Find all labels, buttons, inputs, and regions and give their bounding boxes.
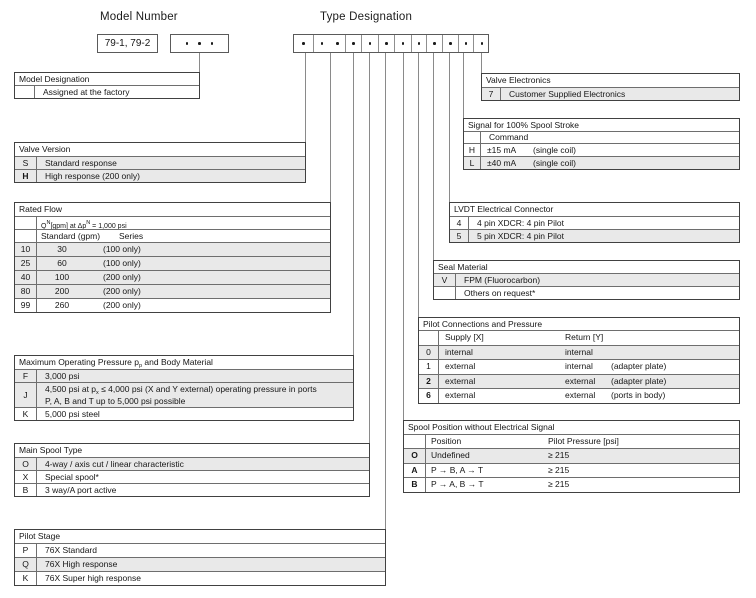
model-number-heading: Model Number [100,11,178,23]
connector-line [305,53,306,142]
series-cell: (200 only) [103,286,141,296]
dot-icon [211,42,214,45]
pressure-cell: ≥ 215 [548,479,570,489]
connector-line [433,53,434,260]
code-cell [434,287,456,299]
table-row [15,243,330,257]
table-row [15,484,369,496]
position-cell: Undefined [431,450,470,460]
type-designation-cell [395,35,412,52]
description-cell: 5,000 psi steel [45,409,100,419]
column-header: Pilot Pressure [psi] [548,436,619,446]
column-header: Series [119,231,144,241]
code-cell [15,217,37,229]
table-row [419,360,739,375]
return-cell: external [565,390,596,400]
column-header: Supply [X] [445,332,484,342]
dot-icon [336,42,339,45]
type-designation-cell [443,35,459,52]
dots-icon [186,42,214,45]
table-row [404,449,739,464]
code-cell: 1 [419,360,439,374]
code-cell: K [15,408,37,420]
column-header: Return [Y] [565,332,604,342]
max-pressure-table [14,355,354,421]
dot-icon [402,42,405,45]
note-cell [611,346,739,360]
dot-icon [321,42,324,45]
code-cell: B [404,478,426,492]
dot-icon [302,42,305,45]
table-row [15,370,353,383]
table-title: Pilot Connections and Pressure [419,318,739,331]
connector-line [353,53,354,355]
table-row [15,86,199,98]
type-designation-cell [474,35,490,52]
code-cell: 7 [482,88,501,100]
model-number-dots-box [170,34,229,53]
description-cell: 4 pin XDCR: 4 pin Pilot [477,218,564,228]
dot-icon [433,42,436,45]
flow-cell: 30 [57,244,67,254]
table-row [15,544,385,558]
series-cell: (100 only) [103,258,141,268]
code-cell: O [404,449,426,463]
dot-icon [369,42,372,45]
description-cell: 76X Standard [45,545,97,555]
table-row [15,458,369,471]
description-cell: 5 pin XDCR: 4 pin Pilot [477,231,564,241]
flow-cell: 260 [54,300,70,310]
connector-line [385,53,386,529]
table-row [15,285,330,299]
flow-cell: 60 [57,258,67,268]
code-cell: Q [15,558,37,571]
type-designation-heading: Type Designation [320,11,413,23]
valve-version-table [14,142,306,183]
type-designation-cell [427,35,443,52]
valve-electronics-table [481,73,740,101]
code-cell: A [404,464,426,478]
table-row [15,257,330,271]
table-row [450,217,739,230]
pressure-cell: ≥ 215 [548,464,570,475]
table-row [15,558,385,572]
pilot-stage-table [14,529,386,586]
code-cell: O [15,458,37,470]
type-designation-cell [412,35,427,52]
code-cell [404,435,426,448]
rated-flow-table [14,202,331,313]
connector-line [330,53,331,202]
table-row [15,157,305,170]
table-subheader [419,331,739,346]
table-title: Seal Material [434,261,739,274]
table-title: Valve Electronics [482,74,739,88]
value-cell: ±15 mA [487,145,517,155]
model-number-box: 79-1, 79-2 [97,34,158,53]
table-row [419,375,739,390]
note-cell: (single coil) [533,145,576,155]
table-row [15,271,330,285]
type-designation-cell [294,35,314,52]
code-cell: 5 [450,230,469,242]
seal-material-table [433,260,740,300]
connector-line [463,53,464,118]
code-cell: F [15,370,37,382]
code-cell [15,86,35,98]
table-row [482,88,739,100]
code-cell [419,331,439,345]
return-cell: internal [565,361,593,371]
signal-table [463,118,740,170]
dot-icon [481,42,484,45]
code-cell: 99 [15,299,37,312]
table-subheader [464,132,739,144]
type-designation-cell [459,35,474,52]
code-cell: X [15,471,37,483]
type-designation-cell [346,35,362,52]
code-cell: 10 [15,243,37,256]
dot-icon [352,42,355,45]
return-cell: external [565,375,596,386]
connector-line [369,53,370,443]
description-cell: 76X High response [45,559,118,569]
code-cell: V [434,274,456,286]
table-row [464,157,739,169]
code-cell: B [15,484,37,496]
description-cell: Special spool* [45,472,99,482]
pilot-connections-table [418,317,740,404]
connector-line [449,53,450,202]
code-cell [15,230,37,242]
table-row [15,383,353,408]
description-cell: 76X Super high response [45,573,141,583]
type-designation-cell [379,35,395,52]
table-row [434,274,739,287]
code-cell: H [15,170,37,182]
connector-line [403,53,404,420]
column-header: Standard (gpm) [41,231,101,241]
series-cell: (200 only) [103,300,141,310]
model-designation-table [14,72,200,99]
spool-position-table [403,420,740,493]
table-row [419,346,739,361]
code-cell: J [15,383,37,407]
description-cell: Standard response [45,158,117,168]
table-title: Signal for 100% Spool Stroke [464,119,739,132]
description-cell: Customer Supplied Electronics [509,89,626,99]
table-title: Model Designation [15,73,199,86]
series-cell: (100 only) [103,244,141,254]
table-row [450,230,739,242]
table-title: Pilot Stage [15,530,385,544]
code-cell: 2 [419,375,439,389]
table-subheader [15,230,330,243]
description-cell: FPM (Fluorocarbon) [464,275,541,285]
supply-cell: internal [445,346,473,357]
flow-formula: $Q^N[gpm]$ at $\Delta p^N = 1,000$ psi [41,220,127,229]
code-cell: 4 [450,217,469,229]
table-row [404,478,739,492]
table-row [404,464,739,479]
table-row [15,572,385,585]
code-cell: P [15,544,37,557]
code-cell: L [464,157,481,169]
flow-cell: 100 [54,272,70,282]
column-header: Position [431,436,462,446]
table-title: Rated Flow [15,203,330,217]
table-row [419,389,739,403]
position-cell: P → A, B → T [431,479,484,489]
code-cell: S [15,157,37,169]
description-cell: 3,000 psi [45,371,80,381]
description-cell: High response (200 only) [45,171,140,181]
flow-cell: 200 [54,286,70,296]
supply-cell: external [445,390,476,400]
table-subheader [404,435,739,449]
return-cell: internal [565,346,593,357]
type-designation-box [293,34,489,53]
description-cell: 4-way / axis cut / linear characteristic [45,459,184,469]
note-cell: (ports in body) [611,390,666,400]
table-row [15,170,305,182]
connector-line [199,53,200,73]
code-cell: K [15,572,37,585]
description-cell: Others on request* [464,288,536,298]
code-cell: 40 [15,271,37,284]
code-cell [464,132,481,143]
table-title: LVDT Electrical Connector [450,203,739,217]
dot-icon [186,42,189,45]
position-cell: P → B, A → T [431,464,484,475]
table-row [15,471,369,484]
column-header: Command [489,132,529,142]
table-title: Maximum Operating Pressure $p_p$ and Body Material [15,356,353,370]
supply-cell: external [445,361,476,371]
table-row [15,299,330,312]
note-cell: (adapter plate) [611,375,667,386]
table-title: Main Spool Type [15,444,369,458]
main-spool-table [14,443,370,497]
type-designation-cell [314,35,346,52]
code-cell: 0 [419,346,439,360]
table-row [434,287,739,299]
lvdt-connector-table [449,202,740,243]
table-subheader [15,217,330,230]
table-row [464,144,739,157]
code-cell: H [464,144,481,156]
dot-icon [198,42,201,45]
description-cell: Assigned at the factory [43,87,130,97]
connector-line [481,53,482,73]
value-cell: ±40 mA [487,158,517,168]
note-cell: (single coil) [533,158,576,168]
dot-icon [418,42,421,45]
dot-icon [465,42,468,45]
table-title: Spool Position without Electrical Signal [404,421,739,435]
pressure-cell: ≥ 215 [548,450,570,460]
code-cell: 6 [419,389,439,403]
table-title: Valve Version [15,143,305,157]
connector-line [418,53,419,317]
dot-icon [385,42,388,45]
table-row [15,408,353,420]
note-cell: (adapter plate) [611,361,667,371]
code-cell: 80 [15,285,37,298]
description-cell: 3 way/A port active [45,485,117,495]
type-designation-cell [362,35,379,52]
dot-icon [449,42,452,45]
series-cell: (200 only) [103,272,141,282]
description-cell: 4,500 psi at $p_x \le 4,000$ psi (X and Y external) operating pressure in ports P, A, B and T up to 5,000 psi possible [45,384,317,406]
supply-cell: external [445,375,476,386]
code-cell: 25 [15,257,37,270]
